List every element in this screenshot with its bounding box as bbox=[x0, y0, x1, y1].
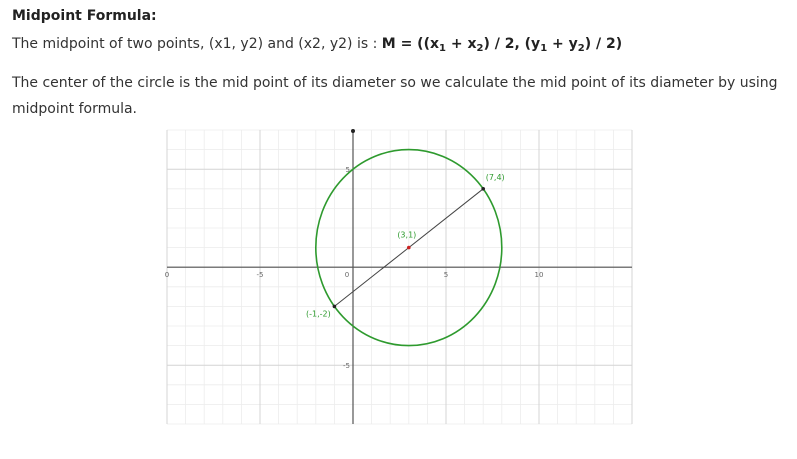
formula-part: + x bbox=[445, 36, 477, 52]
minor-grid bbox=[164, 130, 632, 424]
x-tick-label: 10 bbox=[534, 271, 544, 280]
axes bbox=[164, 129, 632, 424]
formula-part: ) / 2) bbox=[584, 36, 623, 52]
intro-text: The midpoint of two points, (x1, y2) and (x2, y2) is : bbox=[12, 36, 382, 52]
midpoint-formula bbox=[382, 36, 622, 52]
formula-part: + y bbox=[547, 36, 578, 52]
x-tick-label: 0 bbox=[164, 271, 170, 280]
x-tick-label: 0 bbox=[344, 271, 350, 280]
y-axis-end-marker bbox=[351, 129, 355, 133]
formula-part: M = ((x bbox=[381, 36, 440, 52]
point-label: (7,4) bbox=[485, 172, 505, 182]
y-tick-label: -5 bbox=[343, 362, 350, 371]
section-heading: Midpoint Formula: bbox=[12, 8, 157, 24]
circle-graph bbox=[140, 128, 640, 428]
formula-part: ) / 2, (y bbox=[483, 36, 541, 52]
point-marker bbox=[333, 305, 337, 309]
point-marker bbox=[481, 187, 485, 191]
x-tick-label: 5 bbox=[443, 271, 449, 280]
point-label: (-1,-2) bbox=[306, 309, 331, 319]
midpoint-definition bbox=[12, 36, 622, 54]
major-grid bbox=[164, 130, 632, 424]
formula-subscript: 1 bbox=[439, 43, 446, 54]
plot-points bbox=[306, 173, 505, 319]
tick-labels bbox=[165, 166, 544, 370]
x-tick-label: -5 bbox=[256, 271, 264, 280]
explanation-paragraph: The center of the circle is the mid point of its diameter so we calculate the mid point of its diameter by using midpoint formula. bbox=[12, 75, 778, 117]
point-marker bbox=[407, 246, 411, 250]
formula-subscript: 2 bbox=[577, 43, 585, 54]
y-tick-label: 5 bbox=[345, 166, 350, 175]
formula-subscript: 2 bbox=[476, 43, 484, 54]
point-label: (3,1) bbox=[397, 230, 417, 240]
formula-subscript: 1 bbox=[540, 43, 548, 54]
